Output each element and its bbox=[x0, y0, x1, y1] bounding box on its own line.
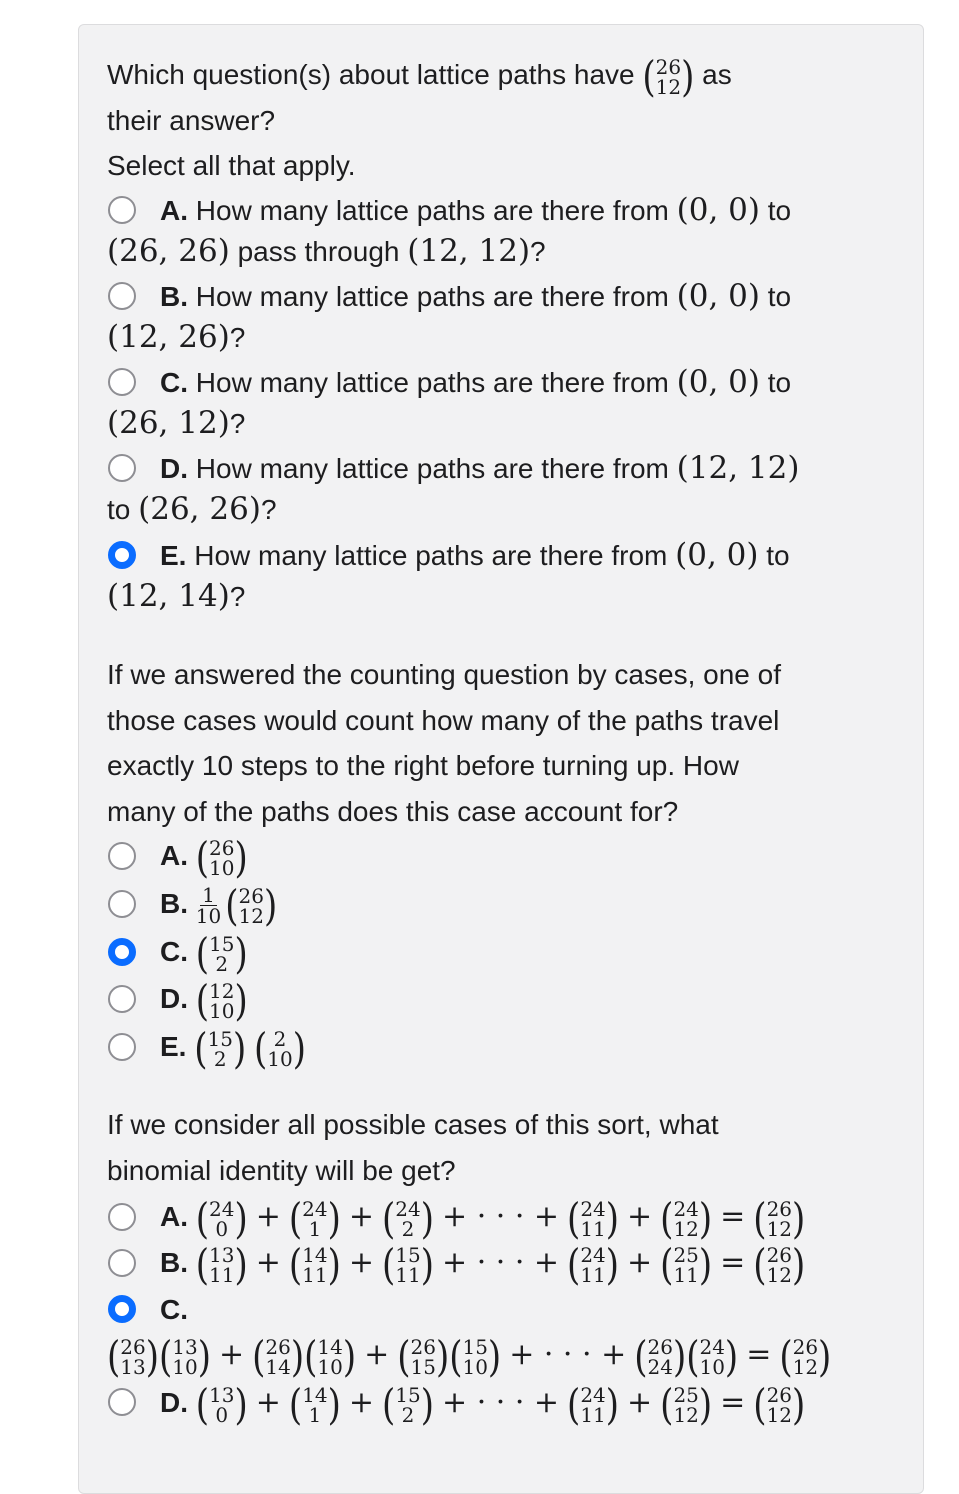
q1-option-e[interactable]: E. How many lattice paths are there from (0, 0) to (12, 14)? bbox=[107, 537, 790, 614]
q2-option-c[interactable]: C. ( 15 2 ) bbox=[160, 928, 248, 979]
q1-option-c[interactable]: C. How many lattice paths are there from (0, 0) to (26, 12)? bbox=[107, 364, 792, 441]
q1-instruction: Select all that apply. bbox=[107, 150, 356, 181]
q3-option-c[interactable]: C. bbox=[160, 1294, 188, 1325]
q3-option-b[interactable]: B. ( 13 11 ) + ( 14 11 ) + ( 15 11 ) + · · · + ( 24 11 ) + ( 25 11 ) = ( 26 12 ) bbox=[160, 1239, 806, 1290]
q2-option-d[interactable]: D. ( 12 10 ) bbox=[160, 975, 248, 1026]
q2-option-a[interactable]: A. ( 26 10 ) bbox=[160, 832, 248, 883]
q1-option-d[interactable]: D. How many lattice paths are there from (12, 12) to (26, 26)? bbox=[107, 450, 800, 527]
q3-option-a[interactable]: A. ( 24 0 ) + ( 24 1 ) + ( 24 2 ) + · · · + ( 24 11 ) + ( 24 12 ) = ( 26 12 ) bbox=[160, 1193, 806, 1244]
q3-option-d[interactable]: D. ( 13 0 ) + ( 14 1 ) + ( 15 2 ) + · · · + ( 24 11 ) + ( 25 12 ) = ( 26 12 ) bbox=[160, 1379, 806, 1430]
q3-prompt: If we consider all possible cases of this sort, what binomial identity will be get? bbox=[107, 1109, 719, 1186]
q1-option-b[interactable]: B. How many lattice paths are there from (0, 0) to (12, 26)? bbox=[107, 278, 792, 355]
q2-option-e[interactable]: E. ( 15 2 ) ( 2 10 ) bbox=[160, 1023, 306, 1074]
q2-option-b[interactable]: B. $\frac{1}{10}$ ( 26 12 ) bbox=[160, 880, 278, 931]
q3-option-c-formula: ( 26 13 ) ( 13 10 ) + ( 26 14 ) ( 14 10 ) + ( 26 15 ) ( 15 10 ) + · · · + ( 26 24 ) ( 24 10 ) = ( 26 12 ) bbox=[107, 1331, 832, 1382]
q1-prompt-binom: ( 26 12 ) bbox=[642, 51, 695, 102]
q1-prompt: Which question(s) about lattice paths have ( 26 12 ) as their answer? Select all that apply. bbox=[107, 51, 732, 181]
q2-prompt: If we answered the counting question by cases, one of those cases would count how many of the paths travel exactly 10 steps to the right before turning up. How many of the paths does this case account for? bbox=[107, 659, 781, 827]
q1-option-a[interactable]: A. How many lattice paths are there from (0, 0) to (26, 26) pass through (12, 12)? bbox=[107, 192, 792, 269]
